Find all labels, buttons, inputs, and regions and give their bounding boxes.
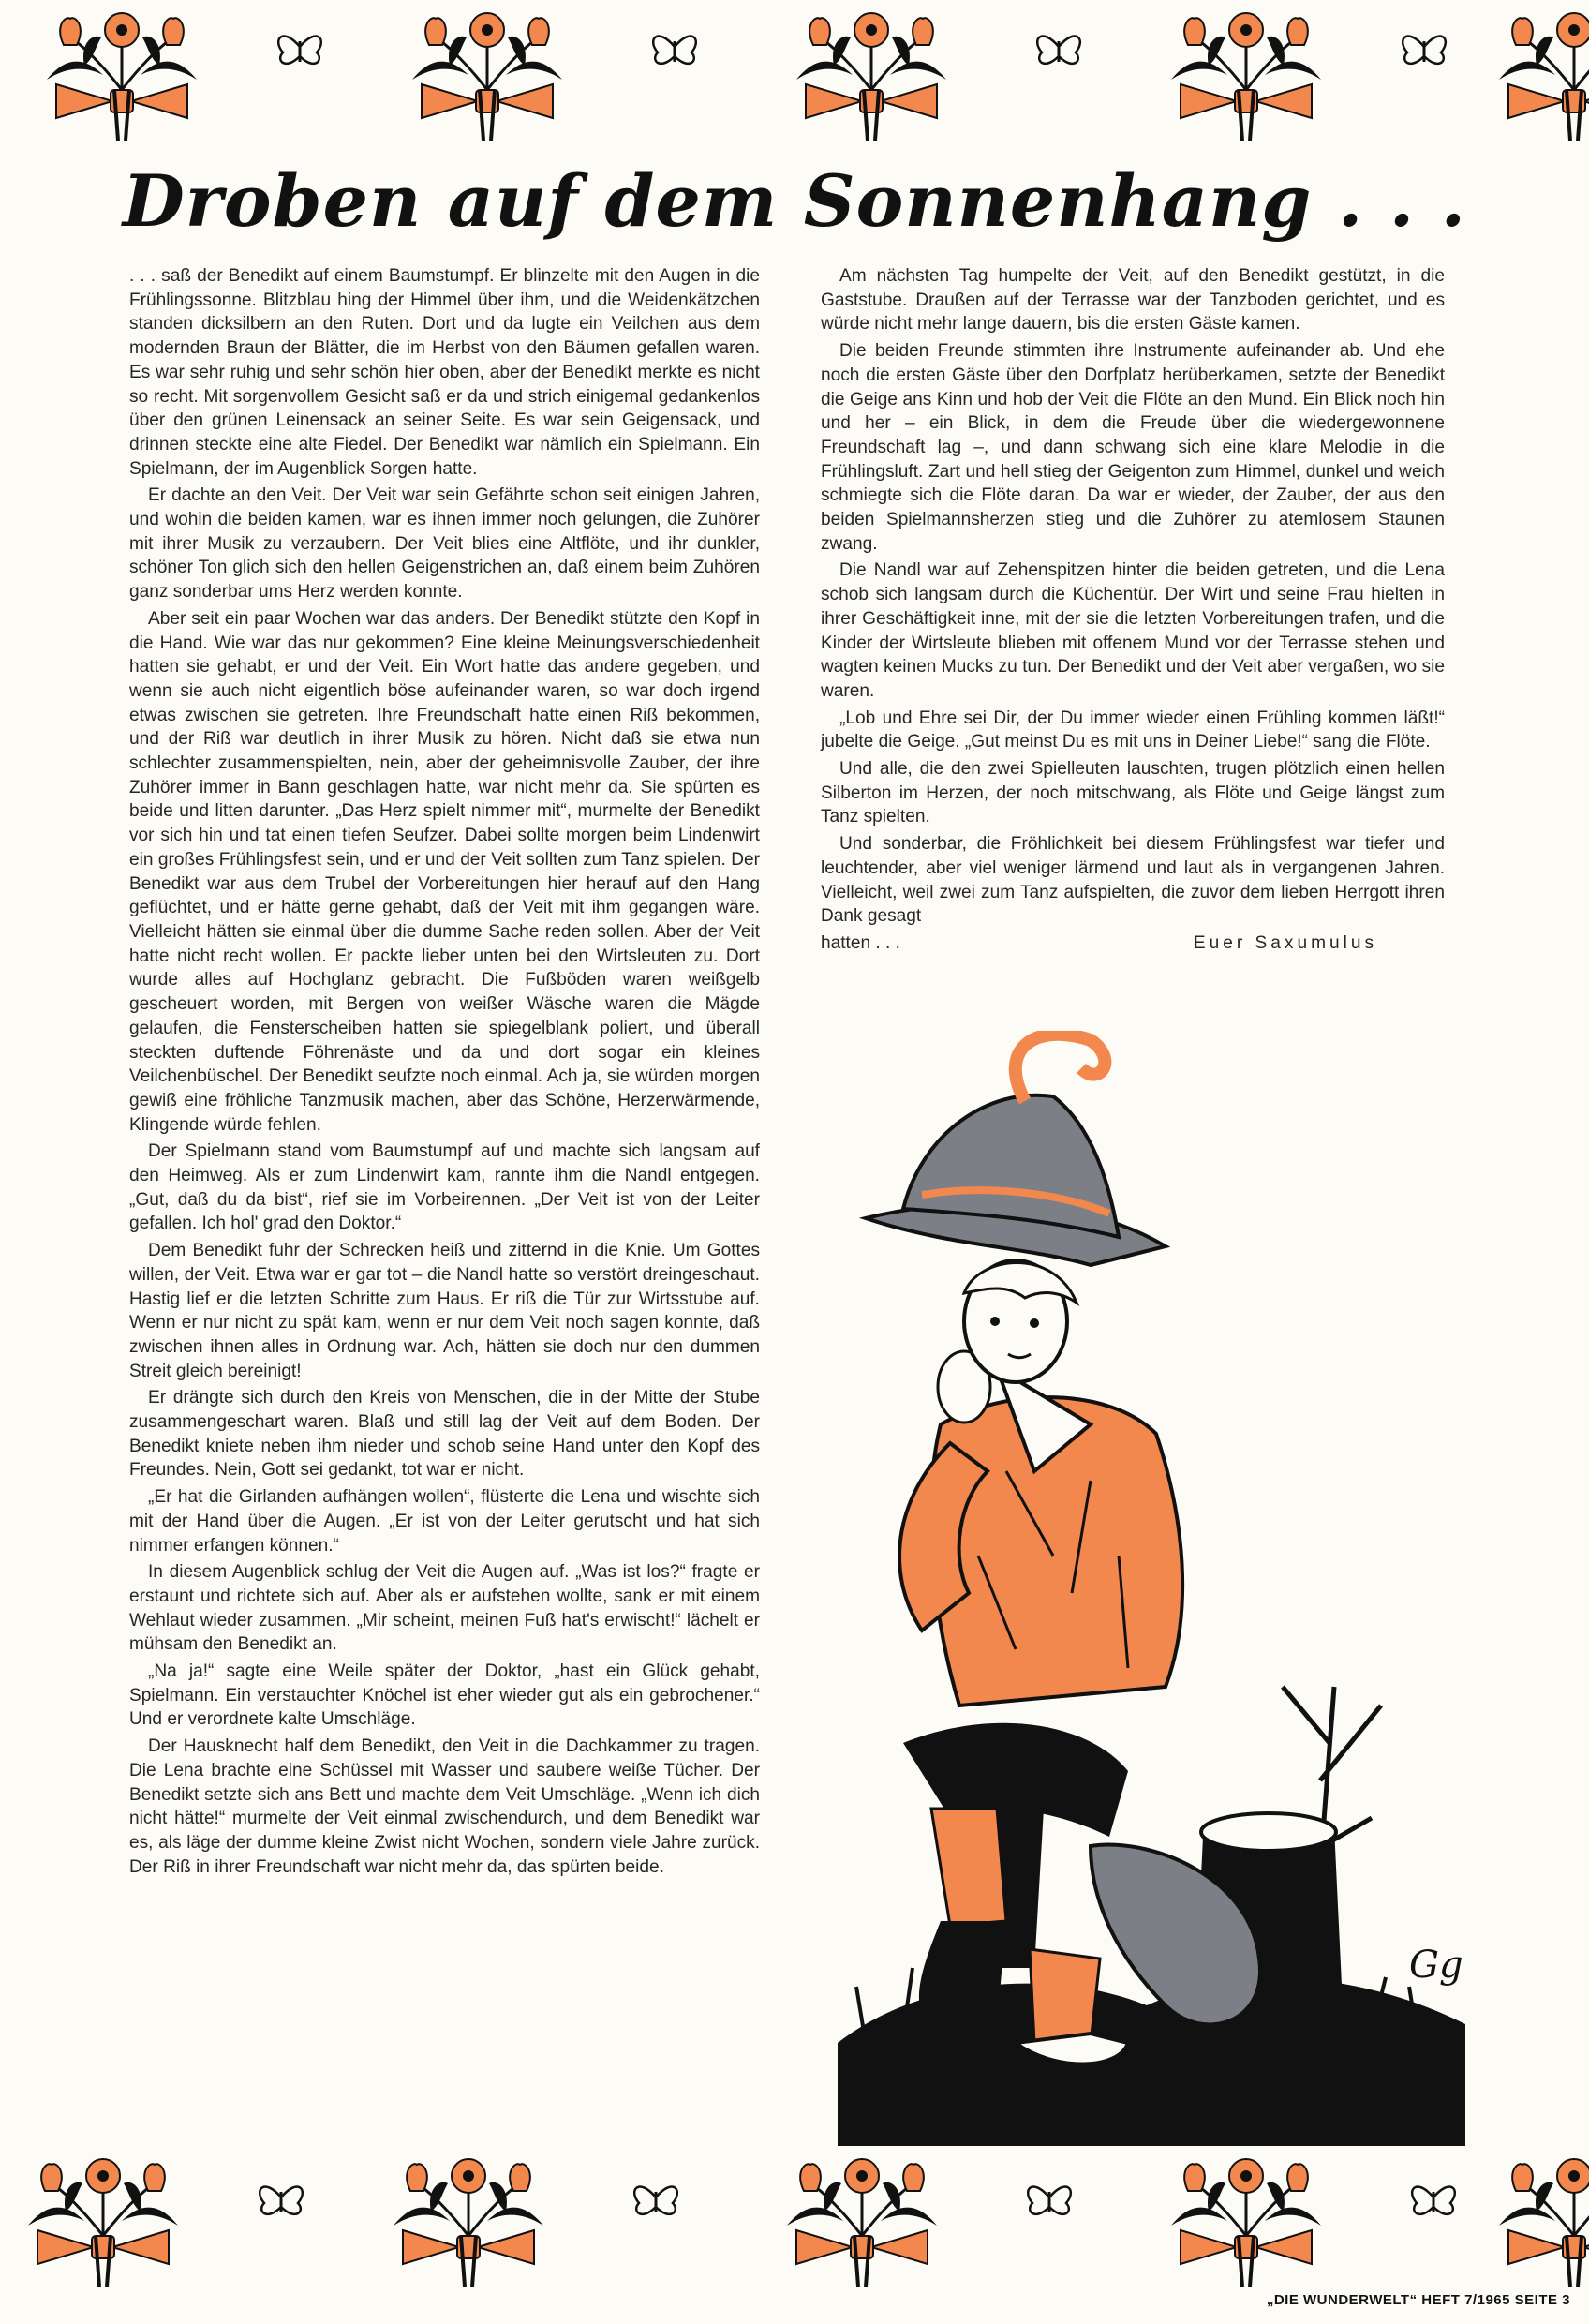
article-title: Droben auf dem Sonnenhang . . .	[122, 159, 1467, 243]
paragraph: Am nächsten Tag humpelte der Veit, auf den Benedikt gestützt, in die Gaststube. Draußen auf der Terrasse war der Tanzboden gerichtet, und es würde nicht mehr lange dauern, bis die ersten Gäste kamen.	[821, 266, 1445, 335]
author-signature: Euer Saxumulus	[1193, 932, 1377, 953]
paragraph: Er drängte sich durch den Kreis von Menschen, die in der Mitte der Stube zusammengeschart waren. Blaß und still lag der Veit auf dem Boden. Der Benedikt kniete neben ihm nieder und schob seine Hand unter den Kopf des Freundes. Nein, Gott sei gedankt, tot war er nicht.	[129, 1388, 760, 1481]
folk-flower-border-icon	[0, 2146, 1589, 2287]
paragraph: Der Hausknecht half dem Benedikt, den Veit in die Dachkammer zu tragen. Die Lena brachte eine Schüssel mit Wasser und saubere weiße Tücher. Der Benedikt setzte sich ans Bett und machte dem Veit Umschläge. „Wenn ich dich nicht hätte!“ murmelte der Veit einmal zwischendurch, und dem Benedikt war es, als läge der dumme kleine Zwist nicht Wochen, sondern viele Jahre zurück. Der Riß in ihrer Freundschaft war nicht mehr da, das spürten beide.	[129, 1736, 760, 1877]
article-left-column	[129, 264, 760, 1882]
closing-line	[821, 931, 1445, 956]
minstrel-illustration	[809, 1031, 1484, 2146]
paragraph: Der Spielmann stand vom Baumstumpf auf und machte sich langsam auf den Heimweg. Als er zum Lindenwirt kam, rannte ihm die Nandl entgegen. „Gut, daß du da bist“, rief sie im Vorbeirennen. „Der Veit ist von der Leiter gefallen. Ich hol' grad den Doktor.“	[129, 1141, 760, 1234]
paragraph: Und sonderbar, die Fröhlichkeit bei diesem Frühlingsfest war tiefer und leuchtender, aber viel weniger lärmend und laut als in vergangenen Jahren. Vielleicht, weil zwei zum Tanz aufspielten, die zuvor dem lieben Herrgott ihren Dank gesagt	[821, 834, 1445, 927]
paragraph: Die beiden Freunde stimmten ihre Instrumente aufeinander ab. Und ehe noch die ersten Gäste über den Dorfplatz herüberkamen, setzte der Benedikt die Geige ans Kinn und hob der Veit die Flöte an den Mund. Ein Blick noch hin und her – ein Blick, in dem die Freude über die wiedergewonnene Freundschaft lag –, und dann schwang sich eine klare Melodie in die Frühlingsluft. Zart und hell stieg der Geigenton zum Himmel, dunkel und weich schmiegte sich die Flöte daran. Da war er wieder, der Zauber, der aus den beiden Spielmannsherzen stieg und die Zuhörer zu atemlosem Staunen zwang.	[821, 341, 1445, 554]
paragraph: Dem Benedikt fuhr der Schrecken heiß und zitternd in die Knie. Um Gottes willen, der Veit. Etwa war er gar tot – die Nandl hatte so verstört dreingeschaut. Hastig lief er die letzten Schritte zum Haus. Er riß die Tür zur Wirtsstube auf. Wenn er nur nicht zu spät kam, wenn er nur dem Veit noch sagen konnte, daß zwischen ihnen alles in Ordnung war. Ach, hätten sie doch nur den dummen Streit gleich bereinigt!	[129, 1241, 760, 1381]
minstrel-icon	[809, 1031, 1484, 2146]
paragraph: . . . saß der Benedikt auf einem Baumstumpf. Er blinzelte mit den Augen in die Frühlingssonne. Blitzblau hing der Himmel über ihm, und die Weidenkätzchen standen dicksilbern an den Ruten. Dort und da lugte ein Veilchen aus dem modernden Braun der Blätter, die im Herbst von den Bäumen gefallen waren. Es war sehr ruhig und sehr schön hier oben, aber der Benedikt merkte es nicht so recht. Mit sorgenvollem Gesicht saß er da und strich einigemal gedankenlos über den grünen Leinensack an seiner Seite. Es war sein Geigensack, und drinnen steckte eine alte Fiedel. Der Benedikt war nämlich ein Spielmann. Ein Spielmann, der im Augenblick Sorgen hatte.	[129, 266, 760, 479]
paragraph: „Lob und Ehre sei Dir, der Du immer wieder einen Frühling kommen läßt!“ jubelte die Geige. „Gut meinst Du es mit uns in Deiner Liebe!“ sang die Flöte.	[821, 708, 1445, 752]
paragraph: Die Nandl war auf Zehenspitzen hinter die beiden getreten, und die Lena schob sich langsam durch die Küchentür. Der Wirt und seine Frau hielten in ihrer Geschäftigkeit inne, mit der sie die letzten Vorbereitungen trafen, und die Kinder der Wirtsleute blieben mit offenem Mund vor der Terrasse stehen und wagten keinen Mucks zu tun. Der Benedikt und der Veit aber vergaßen, wo sie waren.	[821, 560, 1445, 701]
artist-signature: Gg	[1409, 1944, 1463, 1987]
paragraph: Aber seit ein paar Wochen war das anders. Der Benedikt stützte den Kopf in die Hand. Wie war das nur gekommen? Eine kleine Meinungsverschiedenheit hatten sie gehabt, er und der Veit. Ein Wort hatte das andere gegeben, und wenn sie auch nicht eigentlich böse aufeinander waren, so war doch irgend etwas zwischen sie getreten. Ihre Freundschaft hatte einen Riß bekommen, und der Riß war deutlich in ihrer Musik zu hören. Nicht daß sie etwa nun schlechter zusammenspielten, nein, aber der geheimnisvolle Zauber, der ihre Zuhörer immer in Bann geschlagen hatte, war nicht mehr da. Sie spürten es beide und litten darunter. „Das Herz spielt nimmer mit“, murmelte der Benedikt vor sich hin und tat einen tiefen Seufzer. Dabei sollte morgen beim Lindenwirt ein großes Frühlingsfest sein, und er und der Veit sollten zum Tanz spielen. Der Benedikt war aus dem Trubel der Vorbereitungen hier herauf auf den Hang geflüchtet, und er hätte gerne gehabt, daß der Veit mit ihm gegangen wäre. Vielleicht hätten sie einmal über die dumme Sache reden sollen. Aber der Veit hatte nicht recht wollen. Er packte lieber unten bei den Wirtsleuten zu. Dort wurde alles auf Hochglanz gebracht. Die Fußböden waren weißgelb gescheuert worden, mit Bergen von weißer Wäsche waren die Mägde gelaufen, die Fensterscheiben hatten sie spiegelblank poliert, und überall steckten duftende Föhrenäste und da und dort sogar ein kleines Veilchenbüschel. Der Benedikt seufzte noch einmal. Ach ja, sie würden morgen gewiß eine fröhliche Tanzmusik machen, aber das Schöne, Herzerwärmende, Klingende würde fehlen.	[129, 608, 760, 1135]
paragraph: In diesem Augenblick schlug der Veit die Augen auf. „Was ist los?“ fragte er erstaunt und richtete sich auf. Aber als er aufstehen wollte, sank er mit einem Wehlaut wieder zusammen. „Mir scheint, meinen Fuß hat's erwischt!“ lächelt er mühsam den Benedikt an.	[129, 1562, 760, 1655]
closing-text: hatten . . .	[821, 932, 900, 953]
page-footer: „DIE WUNDERWELT“ HEFT 7/1965 SEITE 3	[1266, 2292, 1570, 2308]
paragraph: Er dachte an den Veit. Der Veit war sein Gefährte schon seit einigen Jahren, und wohin die beiden kamen, war es ihnen immer noch gelungen, die Zuhörer mit ihrer Musik zu verzaubern. Der Veit blies eine Altflöte, und ihr dunkler, schöner Ton glich sich den hellen Geigenstrichen an, daß einem beim Zuhören ganz sonderbar ums Herz werden konnte.	[129, 485, 760, 603]
article-right-column	[821, 264, 1445, 956]
paragraph: „Na ja!“ sagte eine Weile später der Doktor, „hast ein Glück gehabt, Spielmann. Ein verstauchter Knöchel ist eher wieder gut als ein gebrochener.“ Und er verordnete kalte Umschläge.	[129, 1661, 760, 1730]
paragraph: Und alle, die den zwei Spielleuten lauschten, trugen plötzlich einen hellen Silberton im Herzen, der noch mitschwang, als Flöte und Geige längst zum Tanz spielten.	[821, 759, 1445, 827]
top-folk-border	[0, 0, 1589, 141]
folk-flower-border-icon	[0, 0, 1589, 141]
bottom-folk-border	[0, 2146, 1589, 2287]
paragraph: „Er hat die Girlanden aufhängen wollen“, flüsterte die Lena und wischte sich mit der Hand über die Augen. „Er ist von der Leiter gerutscht und hat sich nimmer erfangen können.“	[129, 1487, 760, 1556]
